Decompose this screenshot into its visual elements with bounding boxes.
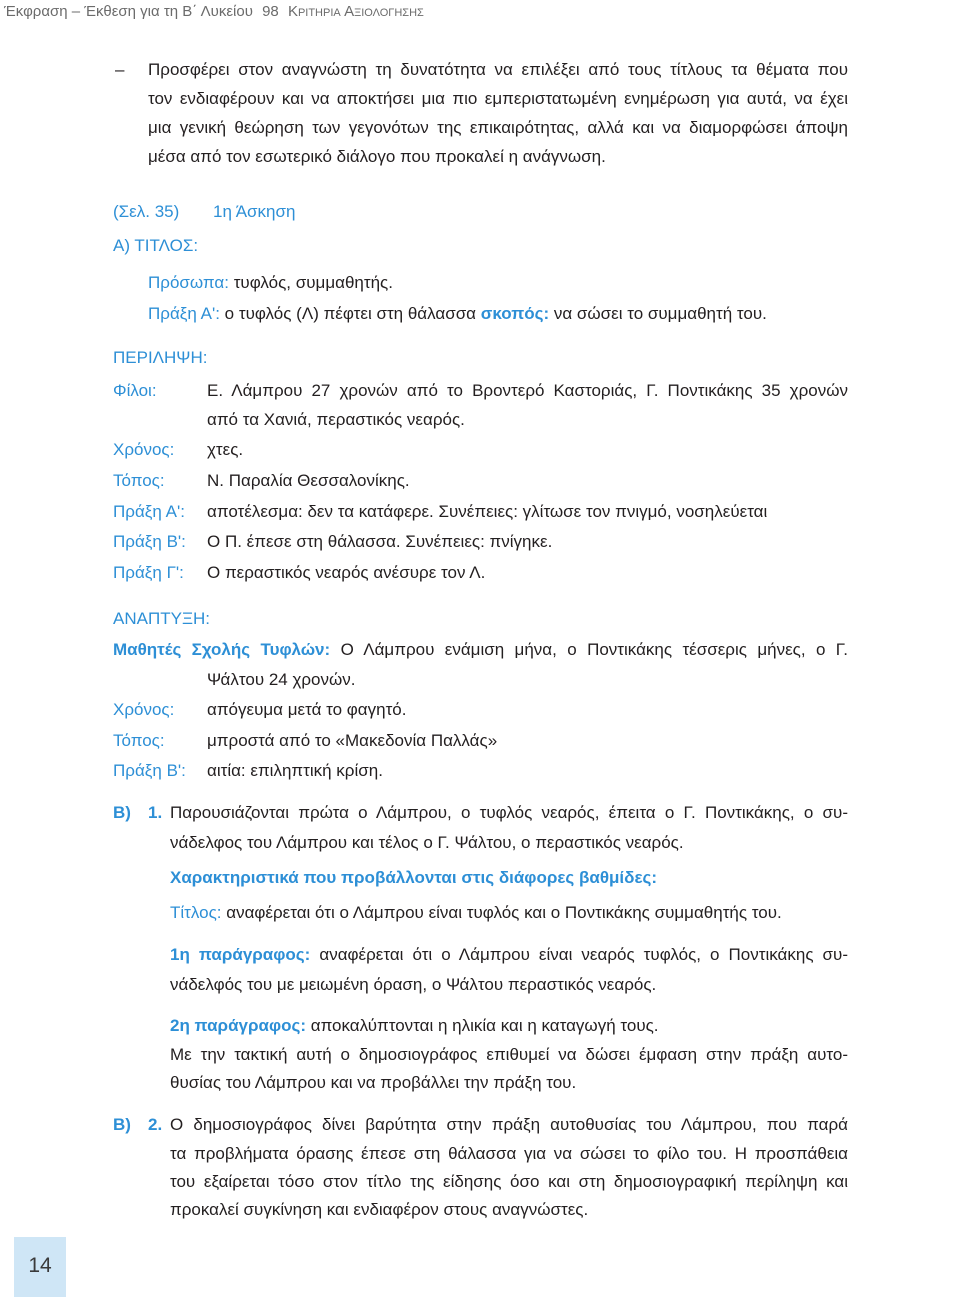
intro-line: Προσφέρει στον αναγνώστη τη δυνατότητα να επιλέξει από τους τίτλους τα θέματα που <box>148 60 848 79</box>
answer-line: νάδελφος του Λάμπρου και τέλος ο Γ. Ψάλτου, ο περαστικός νεαρός. <box>170 833 684 852</box>
header-section: Κριτηρια Αξιολογησης <box>287 3 424 20</box>
summary-row-text: Ο Π. έπεσε στη θάλασσα. Συνέπειες: πνίγηκε. <box>207 532 553 551</box>
title-item-line <box>170 902 782 924</box>
paragraph1-line <box>170 944 848 966</box>
answer-number: 2. <box>148 1115 163 1134</box>
conclusion-line: θυσίας του Λάμπρου και να προβάλλει την πράξη του. <box>170 1073 577 1092</box>
intro-dash: – <box>115 60 125 79</box>
summary-row-text: Ν. Παραλία Θεσσαλονίκης. <box>207 471 410 490</box>
summary-row-label: Φίλοι: <box>113 381 157 400</box>
persons-label: Πρόσωπα: <box>148 273 229 292</box>
paragraph1-text: νάδελφός του με μειωμένη όραση, ο Ψάλτου περαστικός νεαρός. <box>170 975 657 994</box>
answer-line: Ο δημοσιογράφος δίνει βαρύτητα στην πράξη αυτοθυσίας του Λάμπρου, που παρά <box>170 1115 848 1134</box>
answer-number: 1. <box>148 803 163 822</box>
answer-line: τα προβλήματα όρασης έπεσε στη θάλασσα για να σώσει το φίλο του. Η προσπάθεια <box>170 1144 848 1163</box>
summary-row-text: αποτέλεσμα: δεν τα κατάφερε. Συνέπειες: γλίτωσε τον πνιγμό, νοσηλεύεται <box>207 502 768 521</box>
section-heading-development: ΑΝΑΠΤΥΞΗ: <box>113 609 211 628</box>
running-header <box>4 1 424 23</box>
development-row-label: Τόπος: <box>113 731 165 750</box>
purpose-text: να σώσει το συμμαθητή του. <box>553 304 767 323</box>
persons-line <box>148 272 393 294</box>
intro-line: τον ενδιαφέρουν και να αποκτήσει μια πιο εμπεριστατωμένη ενημέρωση για αυτά, να έχει <box>148 89 848 108</box>
intro-line: μέσα από τον εσωτερικό διάλογο που προκαλεί η ανάγνωση. <box>148 147 606 166</box>
summary-row-text: Ο περαστικός νεαρός ανέσυρε τον Λ. <box>207 563 486 582</box>
title-item-label: Τίτλος: <box>170 903 222 922</box>
action-text: ο τυφλός (Λ) πέφτει στη θάλασσα <box>224 304 477 323</box>
summary-row-label: Πράξη Γ': <box>113 563 184 582</box>
action-line <box>148 303 767 325</box>
development-row-label: Χρόνος: <box>113 700 175 719</box>
answer-line: προκαλεί συγκίνηση και ενδιαφέρον στους αναγνώστες. <box>170 1200 589 1219</box>
development-row-text: μπροστά από το «Μακεδονία Παλλάς» <box>207 731 498 750</box>
exercise-page-ref: (Σελ. 35) <box>113 202 180 221</box>
summary-row-label: Πράξη Β': <box>113 532 186 551</box>
students-line <box>113 639 848 661</box>
summary-row-text: χτες. <box>207 440 244 459</box>
purpose-label: σκοπός: <box>480 304 550 323</box>
paragraph1-text: αναφέρεται ότι ο Λάμπρου είναι νεαρός τυφλός, ο Ποντικάκης συ- <box>319 945 849 964</box>
intro-line: μια γενική θεώρηση των γεγονότων της επικαιρότητας, αλλά και να διαμορφώσει άποψη <box>148 118 848 137</box>
answer-part-label: Β) <box>113 803 131 822</box>
students-text: Ψάλτου 24 χρονών. <box>207 670 356 689</box>
conclusion-line: Με την τακτική αυτή ο δημοσιογράφος επιθυμεί να δώσει έμφαση στην πράξη αυτο- <box>170 1045 848 1064</box>
summary-row-label: Πράξη Α': <box>113 502 185 521</box>
book-title: Έκφραση – Έκθεση για τη Β΄ Λυκείου <box>4 3 253 20</box>
page-number: 14 <box>28 1254 52 1277</box>
development-row-text: αιτία: επιληπτική κρίση. <box>207 761 383 780</box>
exercise-title: 1η Άσκηση <box>213 202 296 221</box>
summary-row-text: από τα Χανιά, περαστικός νεαρός. <box>207 410 465 429</box>
action-label: Πράξη Α': <box>148 304 220 323</box>
paragraph2-text: αποκαλύπτονται η ηλικία και η καταγωγή τους. <box>310 1016 659 1035</box>
answer-line: Παρουσιάζονται πρώτα ο Λάμπρου, ο τυφλός νεαρός, έπειτα ο Γ. Ποντικάκης, ο συ- <box>170 803 848 822</box>
summary-row-label: Τόπος: <box>113 471 165 490</box>
answer-line: του εξαίρεται τόσο στον τίτλο της είδησης όσο και στη δημοσιογραφική περίληψη και <box>170 1172 848 1191</box>
section-heading-summary: ΠΕΡΙΛΗΨΗ: <box>113 348 208 367</box>
students-text: Ο Λάμπρου ενάμιση μήνα, ο Ποντικάκης τέσσερις μήνες, ο Γ. <box>340 640 849 659</box>
header-page-ref: 98 <box>262 3 279 20</box>
students-label: Μαθητές Σχολής Τυφλών: <box>113 640 331 659</box>
development-row-text: απόγευμα μετά το φαγητό. <box>207 700 407 719</box>
title-item-text: αναφέρεται ότι ο Λάμπρου είναι τυφλός και ο Ποντικάκης συμμαθητής του. <box>226 903 782 922</box>
section-heading-title: Α) ΤΙΤΛΟΣ: <box>113 236 199 255</box>
features-heading: Χαρακτηριστικά που προβάλλονται στις διάφορες βαθμίδες: <box>170 868 658 887</box>
development-row-label: Πράξη Β': <box>113 761 186 780</box>
summary-row-text: Ε. Λάμπρου 27 χρονών από το Βροντερό Καστοριάς, Γ. Ποντικάκης 35 χρονών <box>207 381 848 400</box>
paragraph1-label: 1η παράγραφος: <box>170 945 311 964</box>
summary-row-label: Χρόνος: <box>113 440 175 459</box>
paragraph2-label: 2η παράγραφος: <box>170 1016 306 1035</box>
paragraph2-line <box>170 1015 659 1037</box>
persons-text: τυφλός, συμμαθητής. <box>233 273 393 292</box>
answer-part-label: Β) <box>113 1115 131 1134</box>
